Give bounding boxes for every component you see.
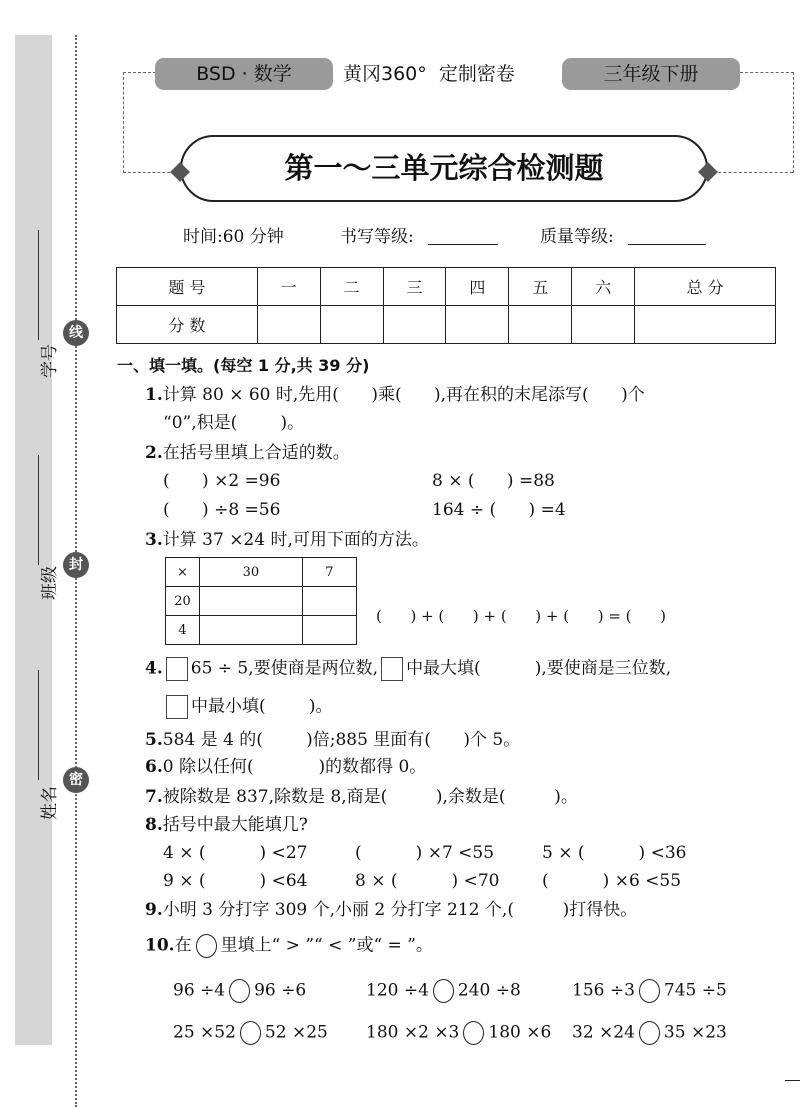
compare-left: 32 ×24 [572, 1022, 635, 1043]
compare-circle[interactable] [229, 979, 250, 1003]
writing-grade-blank[interactable] [428, 228, 498, 245]
q10-text: 里填上“ > ”“ < ”或“ = ”。 [220, 935, 433, 956]
q2-item: 8 × ( ) =88 [432, 471, 555, 491]
compare-item [173, 979, 306, 1003]
grid-row: 4 [166, 616, 200, 645]
question-7 [145, 786, 578, 808]
q8-item: 8 × ( ) <70 [355, 871, 500, 891]
answer-box[interactable] [166, 695, 188, 719]
q4-text: 中最小填( )。 [191, 696, 333, 717]
q-num: 1. [145, 385, 163, 405]
q-num: 3. [145, 530, 163, 550]
score-header-cell: 五 [509, 268, 572, 306]
page-title: 第一～三单元综合检测题 [180, 135, 708, 202]
seal-secret-icon: 密 [63, 767, 89, 793]
q8-item: 5 × ( ) <36 [542, 843, 687, 863]
multiplication-grid [165, 557, 357, 645]
score-header-cell: 题 号 [117, 268, 258, 306]
quality-grade-blank[interactable] [628, 228, 706, 245]
compare-circle[interactable] [240, 1021, 261, 1045]
score-header-cell: 总 分 [635, 268, 776, 306]
score-cell[interactable] [320, 306, 383, 344]
compare-circle[interactable] [639, 1021, 660, 1045]
compare-item [572, 1021, 727, 1045]
compare-left: 180 ×2 ×3 [366, 1022, 460, 1043]
q-num: 6. [145, 757, 163, 777]
page-edge-mark [785, 1080, 800, 1081]
score-header-cell: 一 [257, 268, 320, 306]
answer-box[interactable] [381, 657, 403, 681]
compare-right: 745 ÷5 [663, 980, 727, 1001]
score-header-cell: 二 [320, 268, 383, 306]
grid-col: 7 [302, 558, 356, 587]
q-num: 5. [145, 730, 163, 750]
score-row [117, 306, 776, 344]
score-header-cell: 三 [383, 268, 446, 306]
compare-item [366, 1021, 551, 1045]
question-9 [145, 899, 637, 921]
grade-badge: 三年级下册 [562, 58, 740, 90]
q4-line2 [163, 695, 333, 719]
name-label: 姓名 [40, 786, 60, 820]
q9-text: 小明 3 分打字 309 个,小丽 2 分打字 212 个,( )打得快。 [162, 900, 638, 920]
grid-row: 20 [166, 587, 200, 616]
q-num: 2. [145, 443, 163, 463]
seal-line-icon: 线 [63, 320, 89, 346]
compare-left: 156 ÷3 [572, 980, 635, 1001]
q5-text: 584 是 4 的( )倍;885 里面有( )个 5。 [162, 730, 521, 750]
q1-line2: “0”,积是( )。 [163, 413, 305, 433]
binding-strip [15, 35, 52, 1045]
student-no-label: 学号 [40, 344, 60, 378]
q8-item: ( ) ×7 <55 [355, 843, 495, 863]
writing-grade-label: 书写等级: [340, 227, 414, 247]
q-num: 7. [145, 787, 163, 807]
compare-item [572, 979, 727, 1003]
compare-circle[interactable] [463, 1021, 484, 1045]
q2-item: ( ) ×2 =96 [163, 471, 281, 491]
compare-right: 180 ×6 [488, 1022, 552, 1043]
grid-col: 30 [200, 558, 303, 587]
q8-item: 9 × ( ) <64 [163, 871, 308, 891]
question-10 [145, 934, 433, 958]
compare-item [173, 1021, 328, 1045]
score-header-cell: 四 [446, 268, 509, 306]
section-title: 一、填一填。(每空 1 分,共 39 分) [117, 356, 370, 375]
score-table-header [117, 268, 776, 306]
score-cell[interactable] [572, 306, 635, 344]
compare-right: 240 ÷8 [457, 980, 521, 1001]
q8-text: 括号中最大能填几? [162, 815, 308, 835]
score-header-cell: 六 [572, 268, 635, 306]
q-num: 4. [145, 658, 163, 679]
q10-text: 在 [174, 935, 192, 956]
score-cell[interactable] [446, 306, 509, 344]
score-table [116, 267, 776, 344]
q2-item: ( ) ÷8 =56 [163, 500, 281, 520]
q8-item: 4 × ( ) <27 [163, 843, 308, 863]
q6-text: 0 除以任何( )的数都得 0。 [162, 757, 427, 777]
q4-text: 65 ÷ 5,要使商是两位数, [190, 658, 379, 679]
q7-text: 被除数是 837,除数是 8,商是( ),余数是( )。 [162, 787, 578, 807]
q-num: 9. [145, 900, 163, 920]
compare-circle[interactable] [433, 979, 454, 1003]
seal-seal-icon: 封 [63, 552, 89, 578]
score-cell[interactable] [509, 306, 572, 344]
compare-right: 96 ÷6 [254, 980, 307, 1001]
q-num: 10. [145, 935, 175, 956]
grid-cell[interactable] [302, 587, 356, 616]
compare-left: 120 ÷4 [366, 980, 429, 1001]
score-cell[interactable] [257, 306, 320, 344]
class-label: 班级 [40, 566, 60, 600]
compare-right: 35 ×23 [663, 1022, 727, 1043]
question-2 [145, 442, 350, 464]
q3-equation: ( ) + ( ) + ( ) + ( ) = ( ) [376, 607, 666, 625]
subject-badge: BSD · 数学 [155, 58, 333, 90]
q1-line1: 计算 80 × 60 时,先用( )乘( ),再在积的末尾添写( )个 [162, 385, 645, 405]
quality-grade-label: 质量等级: [540, 227, 614, 247]
compare-left: 25 ×52 [173, 1022, 236, 1043]
question-3 [145, 529, 429, 551]
header-dashed-right [740, 72, 794, 173]
grid-corner: × [166, 558, 200, 587]
question-4 [145, 657, 671, 681]
header-dashed-right-bottom [708, 172, 793, 173]
grid-cell[interactable] [200, 616, 303, 645]
question-8 [145, 814, 308, 836]
q4-text: 中最大填( ),要使商是三位数, [406, 658, 672, 679]
q3-text: 计算 37 ×24 时,可用下面的方法。 [162, 530, 429, 550]
name-blank[interactable] [38, 670, 39, 780]
score-cell[interactable] [383, 306, 446, 344]
time-limit: 时间:60 分钟 [183, 227, 284, 247]
student-no-blank[interactable] [38, 230, 39, 340]
compare-circle[interactable] [639, 979, 660, 1003]
circle-icon [196, 934, 217, 958]
q8-item: ( ) ×6 <55 [542, 871, 682, 891]
q2-text: 在括号里填上合适的数。 [162, 443, 350, 463]
compare-right: 52 ×25 [264, 1022, 328, 1043]
q2-item: 164 ÷ ( ) =4 [432, 500, 566, 520]
grid-cell[interactable] [200, 587, 303, 616]
compare-left: 96 ÷4 [173, 980, 226, 1001]
compare-item [366, 979, 521, 1003]
brand-text: 黄冈360° 定制密卷 [343, 63, 515, 85]
score-row-label: 分 数 [117, 306, 258, 344]
score-cell[interactable] [635, 306, 776, 344]
answer-box[interactable] [166, 657, 188, 681]
question-1 [145, 384, 645, 406]
question-5 [145, 729, 520, 751]
header-dashed-left [123, 72, 156, 173]
class-blank[interactable] [38, 455, 39, 565]
question-6 [145, 756, 426, 778]
q-num: 8. [145, 815, 163, 835]
grid-cell[interactable] [302, 616, 356, 645]
